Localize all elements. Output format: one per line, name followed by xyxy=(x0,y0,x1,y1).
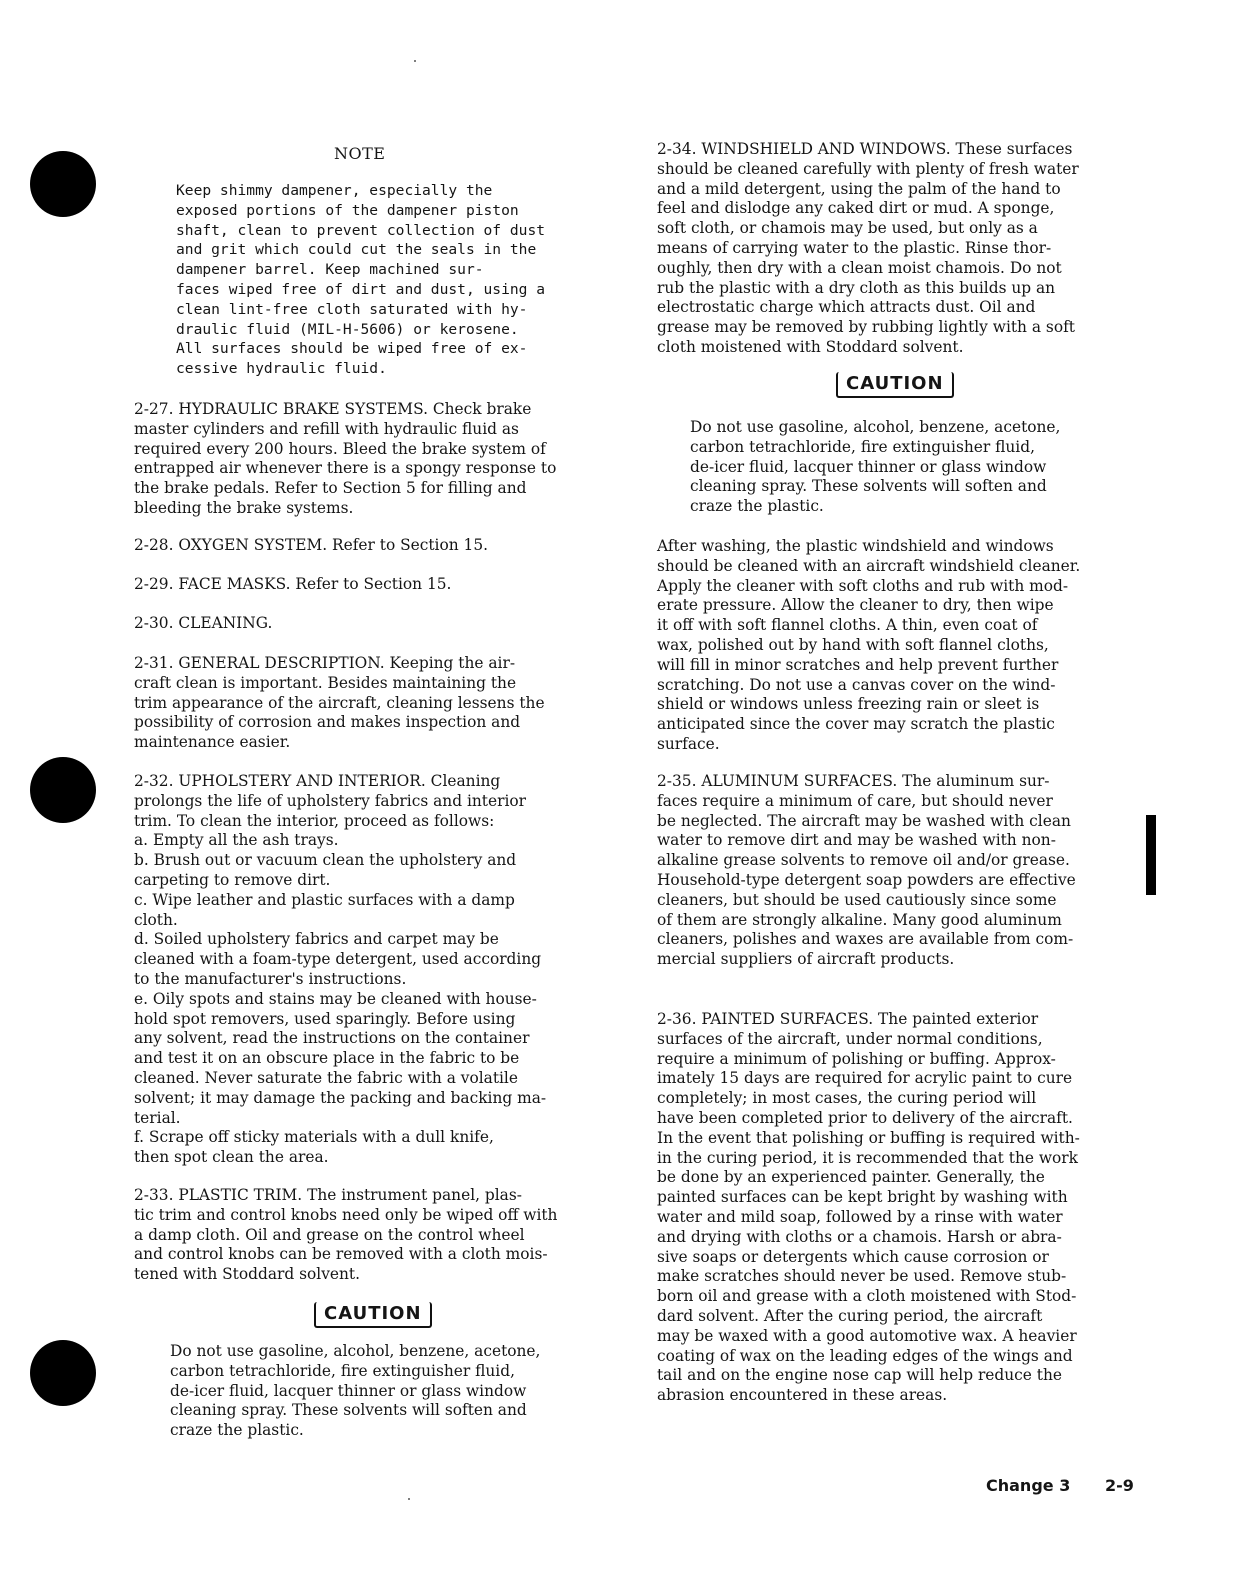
text-line: trim appearance of the aircraft, cleaning lessens the xyxy=(134,693,545,712)
text-line: required every 200 hours. Bleed the brake system of xyxy=(134,439,546,458)
text-line: cleaners, polishes and waxes are available from com- xyxy=(657,930,1074,949)
paragraph-2-29 xyxy=(134,575,614,595)
text-line: dard solvent. After the curing period, the aircraft xyxy=(657,1306,1043,1325)
text-line: and control knobs can be removed with a cloth mois- xyxy=(134,1245,548,1264)
text-line: Do not use gasoline, alcohol, benzene, acetone, xyxy=(690,418,1061,436)
caution-label-right: CAUTION xyxy=(836,372,954,398)
text-line: After washing, the plastic windshield and windows xyxy=(657,537,1054,555)
text-line: should be cleaned carefully with plenty of fresh water xyxy=(657,159,1079,178)
list-item: c. Wipe leather and plastic surfaces with a damp xyxy=(134,890,515,909)
text-line: In the event that polishing or buffing is required with- xyxy=(657,1128,1080,1147)
list-item: b. Brush out or vacuum clean the upholstery and xyxy=(134,851,517,870)
text-line: have been completed prior to delivery of the aircraft. xyxy=(657,1108,1073,1127)
text-line: rub the plastic with a dry cloth as this builds up an xyxy=(657,278,1056,297)
list-item: e. Oily spots and stains may be cleaned with house- xyxy=(134,989,537,1008)
note-line: cessive hydraulic fluid. xyxy=(176,360,387,378)
text-line: the brake pedals. Refer to Section 5 for filling and xyxy=(134,479,527,498)
text-line: completely; in most cases, the curing period will xyxy=(657,1089,1037,1108)
text-line: maintenance easier. xyxy=(134,733,291,752)
text-line: born oil and grease with a cloth moistened with Stod- xyxy=(657,1287,1077,1306)
text-line: carbon tetrachloride, fire extinguisher fluid, xyxy=(170,1361,515,1380)
paragraph-2-28 xyxy=(134,536,614,556)
text-line: be done by an experienced painter. Generally, the xyxy=(657,1168,1045,1187)
text-line: prolongs the life of upholstery fabrics and interior xyxy=(134,791,526,810)
text-line: will fill in minor scratches and help prevent further xyxy=(657,655,1059,674)
text-line: to the manufacturer's instructions. xyxy=(134,969,407,988)
text-line: faces require a minimum of care, but should never xyxy=(657,791,1053,810)
text-line: possibility of corrosion and makes inspection and xyxy=(134,713,521,732)
text-line: coating of wax on the leading edges of the wings and xyxy=(657,1346,1073,1365)
text-line: 2-30. CLEANING. xyxy=(134,614,273,632)
text-line: painted surfaces can be kept bright by washing with xyxy=(657,1188,1068,1207)
text-line: of them are strongly alkaline. Many good aluminum xyxy=(657,910,1062,929)
text-line: it off with soft flannel cloths. A thin, even coat of xyxy=(657,616,1038,635)
note-line: faces wiped free of dirt and dust, using a xyxy=(176,280,546,298)
paragraph-2-27 xyxy=(134,400,614,519)
text-line: Apply the cleaner with soft cloths and rub with mod- xyxy=(657,576,1069,595)
paragraph-2-32 xyxy=(134,772,614,1168)
text-line: cloth. xyxy=(134,910,178,929)
text-line: and test it on an obscure place in the fabric to be xyxy=(134,1049,520,1068)
text-line: soft cloth, or chamois may be used, but only as a xyxy=(657,219,1038,238)
text-line: cleaning spray. These solvents will soften and xyxy=(170,1401,527,1420)
note-line: shaft, clean to prevent collection of dust xyxy=(176,221,546,239)
punch-hole-bottom xyxy=(30,1340,96,1406)
text-line: scratching. Do not use a canvas cover on the wind- xyxy=(657,675,1056,694)
text-line: solvent; it may damage the packing and backing ma- xyxy=(134,1088,547,1107)
text-line: surface. xyxy=(657,734,720,753)
text-line: craze the plastic. xyxy=(690,497,824,516)
text-line: master cylinders and refill with hydraulic fluid as xyxy=(134,419,519,438)
text-line: cleaning spray. These solvents will soften and xyxy=(690,477,1047,496)
paragraph-2-35 xyxy=(657,772,1137,970)
text-line: abrasion encountered in these areas. xyxy=(657,1386,948,1405)
text-line: mercial suppliers of aircraft products. xyxy=(657,950,955,969)
text-line: require a minimum of polishing or buffing. Approx- xyxy=(657,1049,1056,1068)
text-line: de-icer fluid, lacquer thinner or glass window xyxy=(170,1381,527,1400)
text-line: tened with Stoddard solvent. xyxy=(134,1265,360,1284)
text-line: and drying with cloths or a chamois. Harsh or abra- xyxy=(657,1227,1062,1246)
paragraph-2-34 xyxy=(657,140,1137,358)
text-line: de-icer fluid, lacquer thinner or glass window xyxy=(690,457,1047,476)
note-line: dampener barrel. Keep machined sur- xyxy=(176,261,484,279)
list-item: a. Empty all the ash trays. xyxy=(134,831,339,850)
text-line: anticipated since the cover may scratch the plastic xyxy=(657,715,1055,734)
text-line: oughly, then dry with a clean moist chamois. Do not xyxy=(657,258,1062,277)
note-line: All surfaces should be wiped free of ex- xyxy=(176,340,528,358)
text-line: a damp cloth. Oil and grease on the control wheel xyxy=(134,1225,525,1244)
text-line: should be cleaned with an aircraft windshield cleaner. xyxy=(657,556,1081,575)
text-line: electrostatic charge which attracts dust. Oil and xyxy=(657,298,1036,317)
text-line: craze the plastic. xyxy=(170,1421,304,1440)
text-line: 2-36. PAINTED SURFACES. The painted exterior xyxy=(657,1010,1039,1028)
text-line: Household-type detergent soap powders are effective xyxy=(657,870,1076,889)
note-line: draulic fluid (MIL-H-5606) or kerosene. xyxy=(176,320,519,338)
text-line: 2-29. FACE MASKS. Refer to Section 15. xyxy=(134,575,452,593)
text-line: 2-32. UPHOLSTERY AND INTERIOR. Cleaning xyxy=(134,772,501,790)
text-line: any solvent, read the instructions on the container xyxy=(134,1029,530,1048)
text-line: feel and dislodge any caked dirt or mud. A sponge, xyxy=(657,199,1055,218)
note-line: clean lint-free cloth saturated with hy- xyxy=(176,300,528,318)
text-line: hold spot removers, used sparingly. Before using xyxy=(134,1009,516,1028)
paragraph-2-30 xyxy=(134,614,614,634)
text-line: entrapped air whenever there is a spongy response to xyxy=(134,459,557,478)
list-item: d. Soiled upholstery fabrics and carpet may be xyxy=(134,930,499,949)
text-line: cleaned with a foam-type detergent, used according xyxy=(134,950,542,969)
footer-change-label: Change 3 xyxy=(986,1476,1071,1495)
text-line: surfaces of the aircraft, under normal conditions, xyxy=(657,1029,1043,1048)
text-line: 2-35. ALUMINUM SURFACES. The aluminum sur- xyxy=(657,772,1050,790)
punch-hole-top xyxy=(30,151,96,217)
punch-hole-middle xyxy=(30,757,96,823)
text-line: carpeting to remove dirt. xyxy=(134,870,331,889)
text-line: then spot clean the area. xyxy=(134,1148,329,1167)
paragraph-2-33 xyxy=(134,1186,614,1285)
text-line: 2-28. OXYGEN SYSTEM. Refer to Section 15. xyxy=(134,536,489,554)
text-line: make scratches should never be used. Remove stub- xyxy=(657,1267,1067,1286)
text-line: trim. To clean the interior, proceed as follows: xyxy=(134,811,495,830)
text-line: water and mild soap, followed by a rinse with water xyxy=(657,1207,1063,1226)
caution-text-right xyxy=(690,418,1130,517)
text-line: may be waxed with a good automotive wax. A heavier xyxy=(657,1326,1077,1345)
text-line: shield or windows unless freezing rain or sleet is xyxy=(657,695,1040,714)
text-line: Do not use gasoline, alcohol, benzene, acetone, xyxy=(170,1342,541,1360)
text-line: alkaline grease solvents to remove oil and/or grease. xyxy=(657,851,1070,870)
text-line: sive soaps or detergents which cause corrosion or xyxy=(657,1247,1049,1266)
scan-speck xyxy=(408,1498,410,1500)
note-line: exposed portions of the dampener piston xyxy=(176,201,519,219)
text-line: and a mild detergent, using the palm of the hand to xyxy=(657,179,1061,198)
text-line: craft clean is important. Besides maintaining the xyxy=(134,673,517,692)
text-line: 2-34. WINDSHIELD AND WINDOWS. These surfaces xyxy=(657,140,1073,158)
text-line: be neglected. The aircraft may be washed with clean xyxy=(657,811,1071,830)
text-line: 2-31. GENERAL DESCRIPTION. Keeping the air- xyxy=(134,654,516,672)
text-line: water to remove dirt and may be washed with non- xyxy=(657,831,1056,850)
text-line: tail and on the engine nose cap will help reduce the xyxy=(657,1366,1062,1385)
paragraph-2-36 xyxy=(657,1010,1137,1406)
note-body xyxy=(176,181,556,379)
text-line: bleeding the brake systems. xyxy=(134,498,354,517)
text-line: means of carrying water to the plastic. Rinse thor- xyxy=(657,238,1052,257)
note-line: and grit which could cut the seals in the xyxy=(176,241,537,259)
text-line: carbon tetrachloride, fire extinguisher fluid, xyxy=(690,437,1035,456)
text-line: 2-27. HYDRAULIC BRAKE SYSTEMS. Check brake xyxy=(134,400,532,418)
text-line: cloth moistened with Stoddard solvent. xyxy=(657,337,964,356)
text-line: wax, polished out by hand with soft flannel cloths, xyxy=(657,635,1049,654)
text-line: 2-33. PLASTIC TRIM. The instrument panel, plas- xyxy=(134,1186,522,1204)
text-line: tic trim and control knobs need only be wiped off with xyxy=(134,1205,558,1224)
caution-text-left xyxy=(170,1342,610,1441)
caution-label-left: CAUTION xyxy=(314,1302,432,1328)
revision-bar xyxy=(1146,815,1156,895)
text-line: erate pressure. Allow the cleaner to dry, then wipe xyxy=(657,596,1054,615)
paragraph-after-washing xyxy=(657,537,1137,755)
text-line: in the curing period, it is recommended that the work xyxy=(657,1148,1078,1167)
scan-speck xyxy=(414,60,416,62)
paragraph-2-31 xyxy=(134,654,614,753)
text-line: imately 15 days are required for acrylic paint to cure xyxy=(657,1069,1073,1088)
text-line: cleaned. Never saturate the fabric with a volatile xyxy=(134,1068,518,1087)
note-title: NOTE xyxy=(334,144,386,163)
text-line: terial. xyxy=(134,1108,181,1127)
note-line: Keep shimmy dampener, especially the xyxy=(176,182,493,199)
list-item: f. Scrape off sticky materials with a dull knife, xyxy=(134,1128,494,1147)
text-line: cleaners, but should be used cautiously since some xyxy=(657,890,1057,909)
text-line: grease may be removed by rubbing lightly with a soft xyxy=(657,318,1075,337)
footer-page-number: 2-9 xyxy=(1105,1476,1134,1495)
